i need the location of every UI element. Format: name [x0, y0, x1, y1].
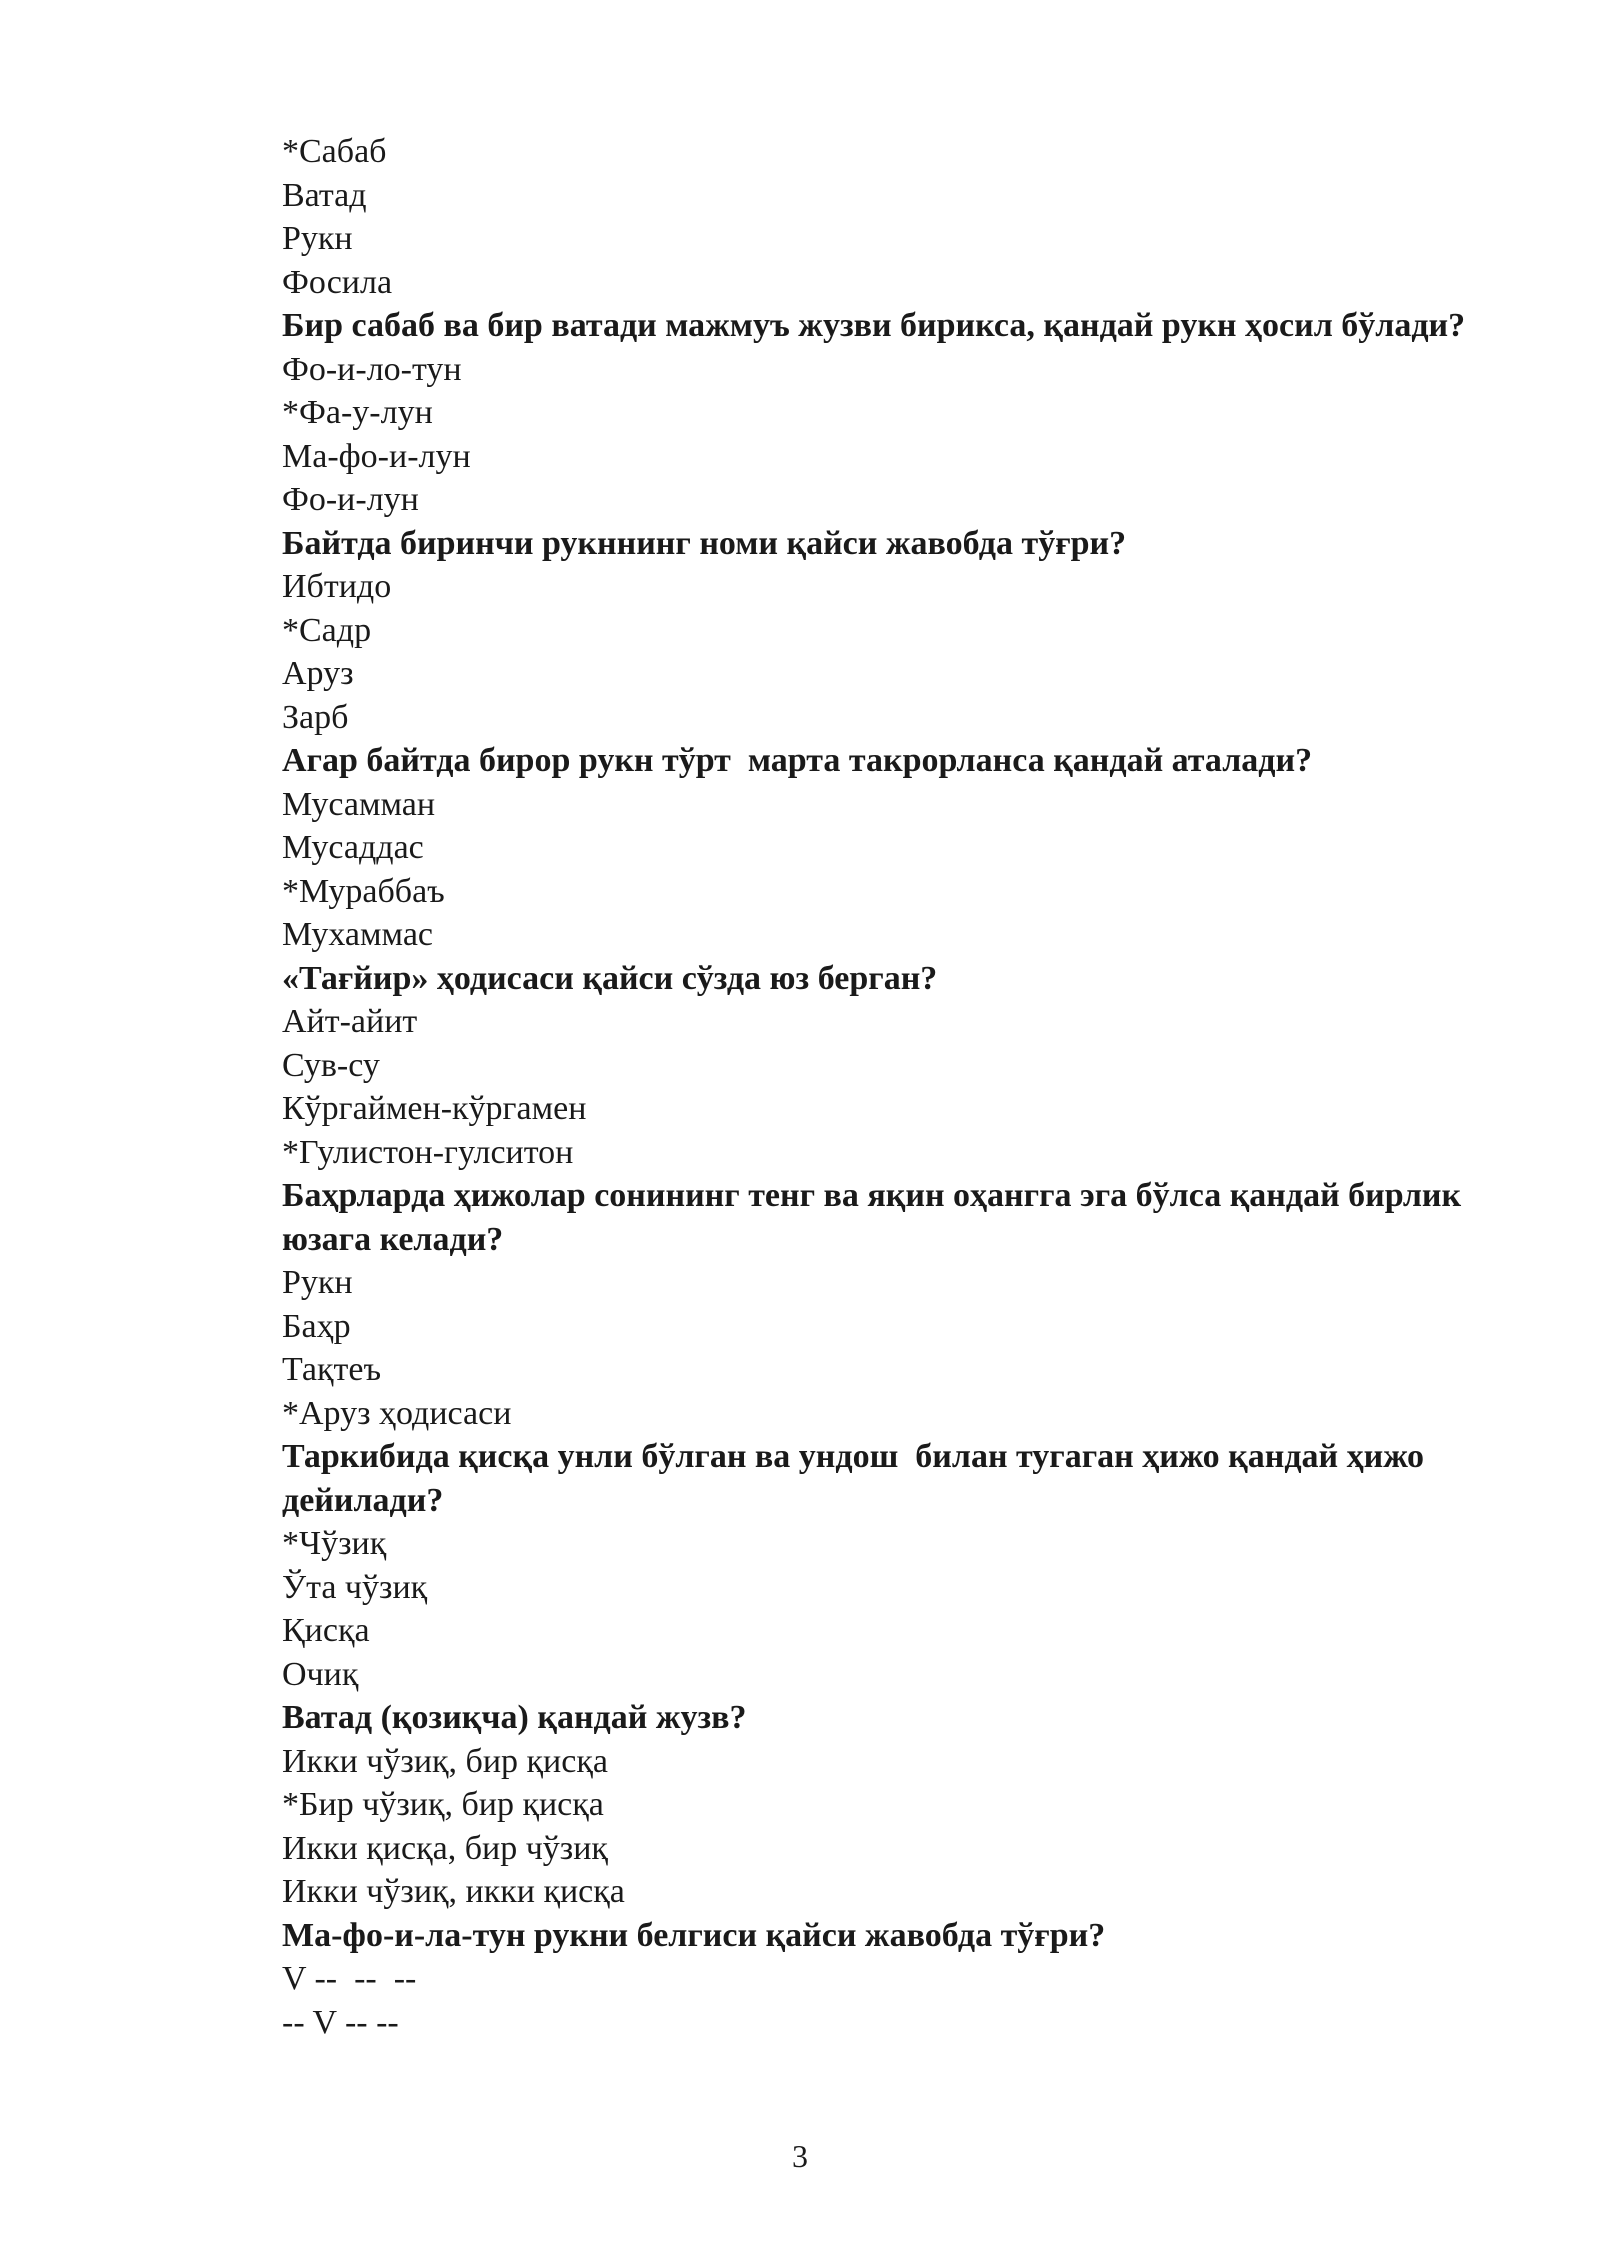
question-text: Ватад (қозиқча) қандай жузв? [282, 1699, 747, 1736]
answer-option: *Аруз ҳодисаси [282, 1394, 512, 1432]
answer-option: Икки қисқа, бир чўзиқ [282, 1829, 608, 1867]
answer-option: Рукн [282, 220, 353, 257]
answer-option: Қисқа [282, 1612, 370, 1649]
answer-option: *Бир чўзиқ, бир қисқа [282, 1786, 604, 1823]
answer-option: V -- -- -- [282, 1960, 417, 1997]
answer-option: *Садр [282, 611, 372, 649]
answer-option: Ватад [282, 176, 367, 214]
answer-option: Ўта чўзиқ [282, 1568, 428, 1606]
answer-option: Аруз [282, 655, 354, 692]
answer-option: Икки чўзиқ, бир қисқа [282, 1742, 608, 1780]
answer-option: Мусамман [282, 785, 436, 823]
answer-option: Сув-су [282, 1046, 380, 1084]
answer-option: Баҳр [282, 1307, 351, 1345]
answer-option: Ма-фо-и-лун [282, 437, 471, 475]
answer-option: Фосила [282, 263, 393, 301]
answer-option: Фо-и-ло-тун [282, 350, 462, 388]
answer-option: -- V -- -- [282, 2003, 399, 2041]
answer-option: Мухаммас [282, 916, 434, 953]
answer-option: *Фа-у-лун [282, 394, 433, 431]
test-content [282, 130, 1482, 2044]
answer-option: Очиқ [282, 1655, 359, 1693]
question-text: Агар байтда бирор рукн тўрт марта такрорланса қандай аталади? [282, 742, 1313, 779]
question-text: Байтда биринчи рукннинг номи қайси жавобда тўғри? [282, 524, 1127, 562]
answer-option: Икки чўзиқ, икки қисқа [282, 1873, 625, 1910]
answer-option: Фо-и-лун [282, 481, 419, 518]
answer-option: *Чўзиқ [282, 1525, 387, 1562]
question-text: Таркибида қисқа унли бўлган ва ундош билан тугаган ҳижо қандай ҳижо дейилади? [282, 1438, 1433, 1519]
answer-option: Рукн [282, 1264, 353, 1301]
answer-option: Зарб [282, 698, 349, 736]
answer-option: *Мураббаъ [282, 872, 445, 910]
answer-option: *Сабаб [282, 133, 387, 170]
answer-option: Тақтеъ [282, 1351, 382, 1388]
question-text: Бир сабаб ва бир ватади мажмуъ жузви бирикса, қандай рукн ҳосил бўлади? [282, 307, 1466, 344]
question-text: Ма-фо-и-ла-тун рукни белгиси қайси жавобда тўғри? [282, 1916, 1106, 1954]
answer-option: Айт-айит [282, 1003, 418, 1040]
answer-option: Кўргаймен-кўргамен [282, 1090, 587, 1127]
page-number: 3 [792, 2138, 808, 2174]
answer-option: Ибтидо [282, 568, 392, 605]
question-text: Баҳрларда ҳижолар сонининг тенг ва яқин оҳангга эга бўлса қандай бирлик юзага келади? [282, 1177, 1470, 1258]
answer-option: *Гулистон-гулситон [282, 1133, 574, 1171]
question-text: «Тағйир» ҳодисаси қайси сўзда юз берган? [282, 959, 938, 997]
answer-option: Мусаддас [282, 829, 424, 866]
